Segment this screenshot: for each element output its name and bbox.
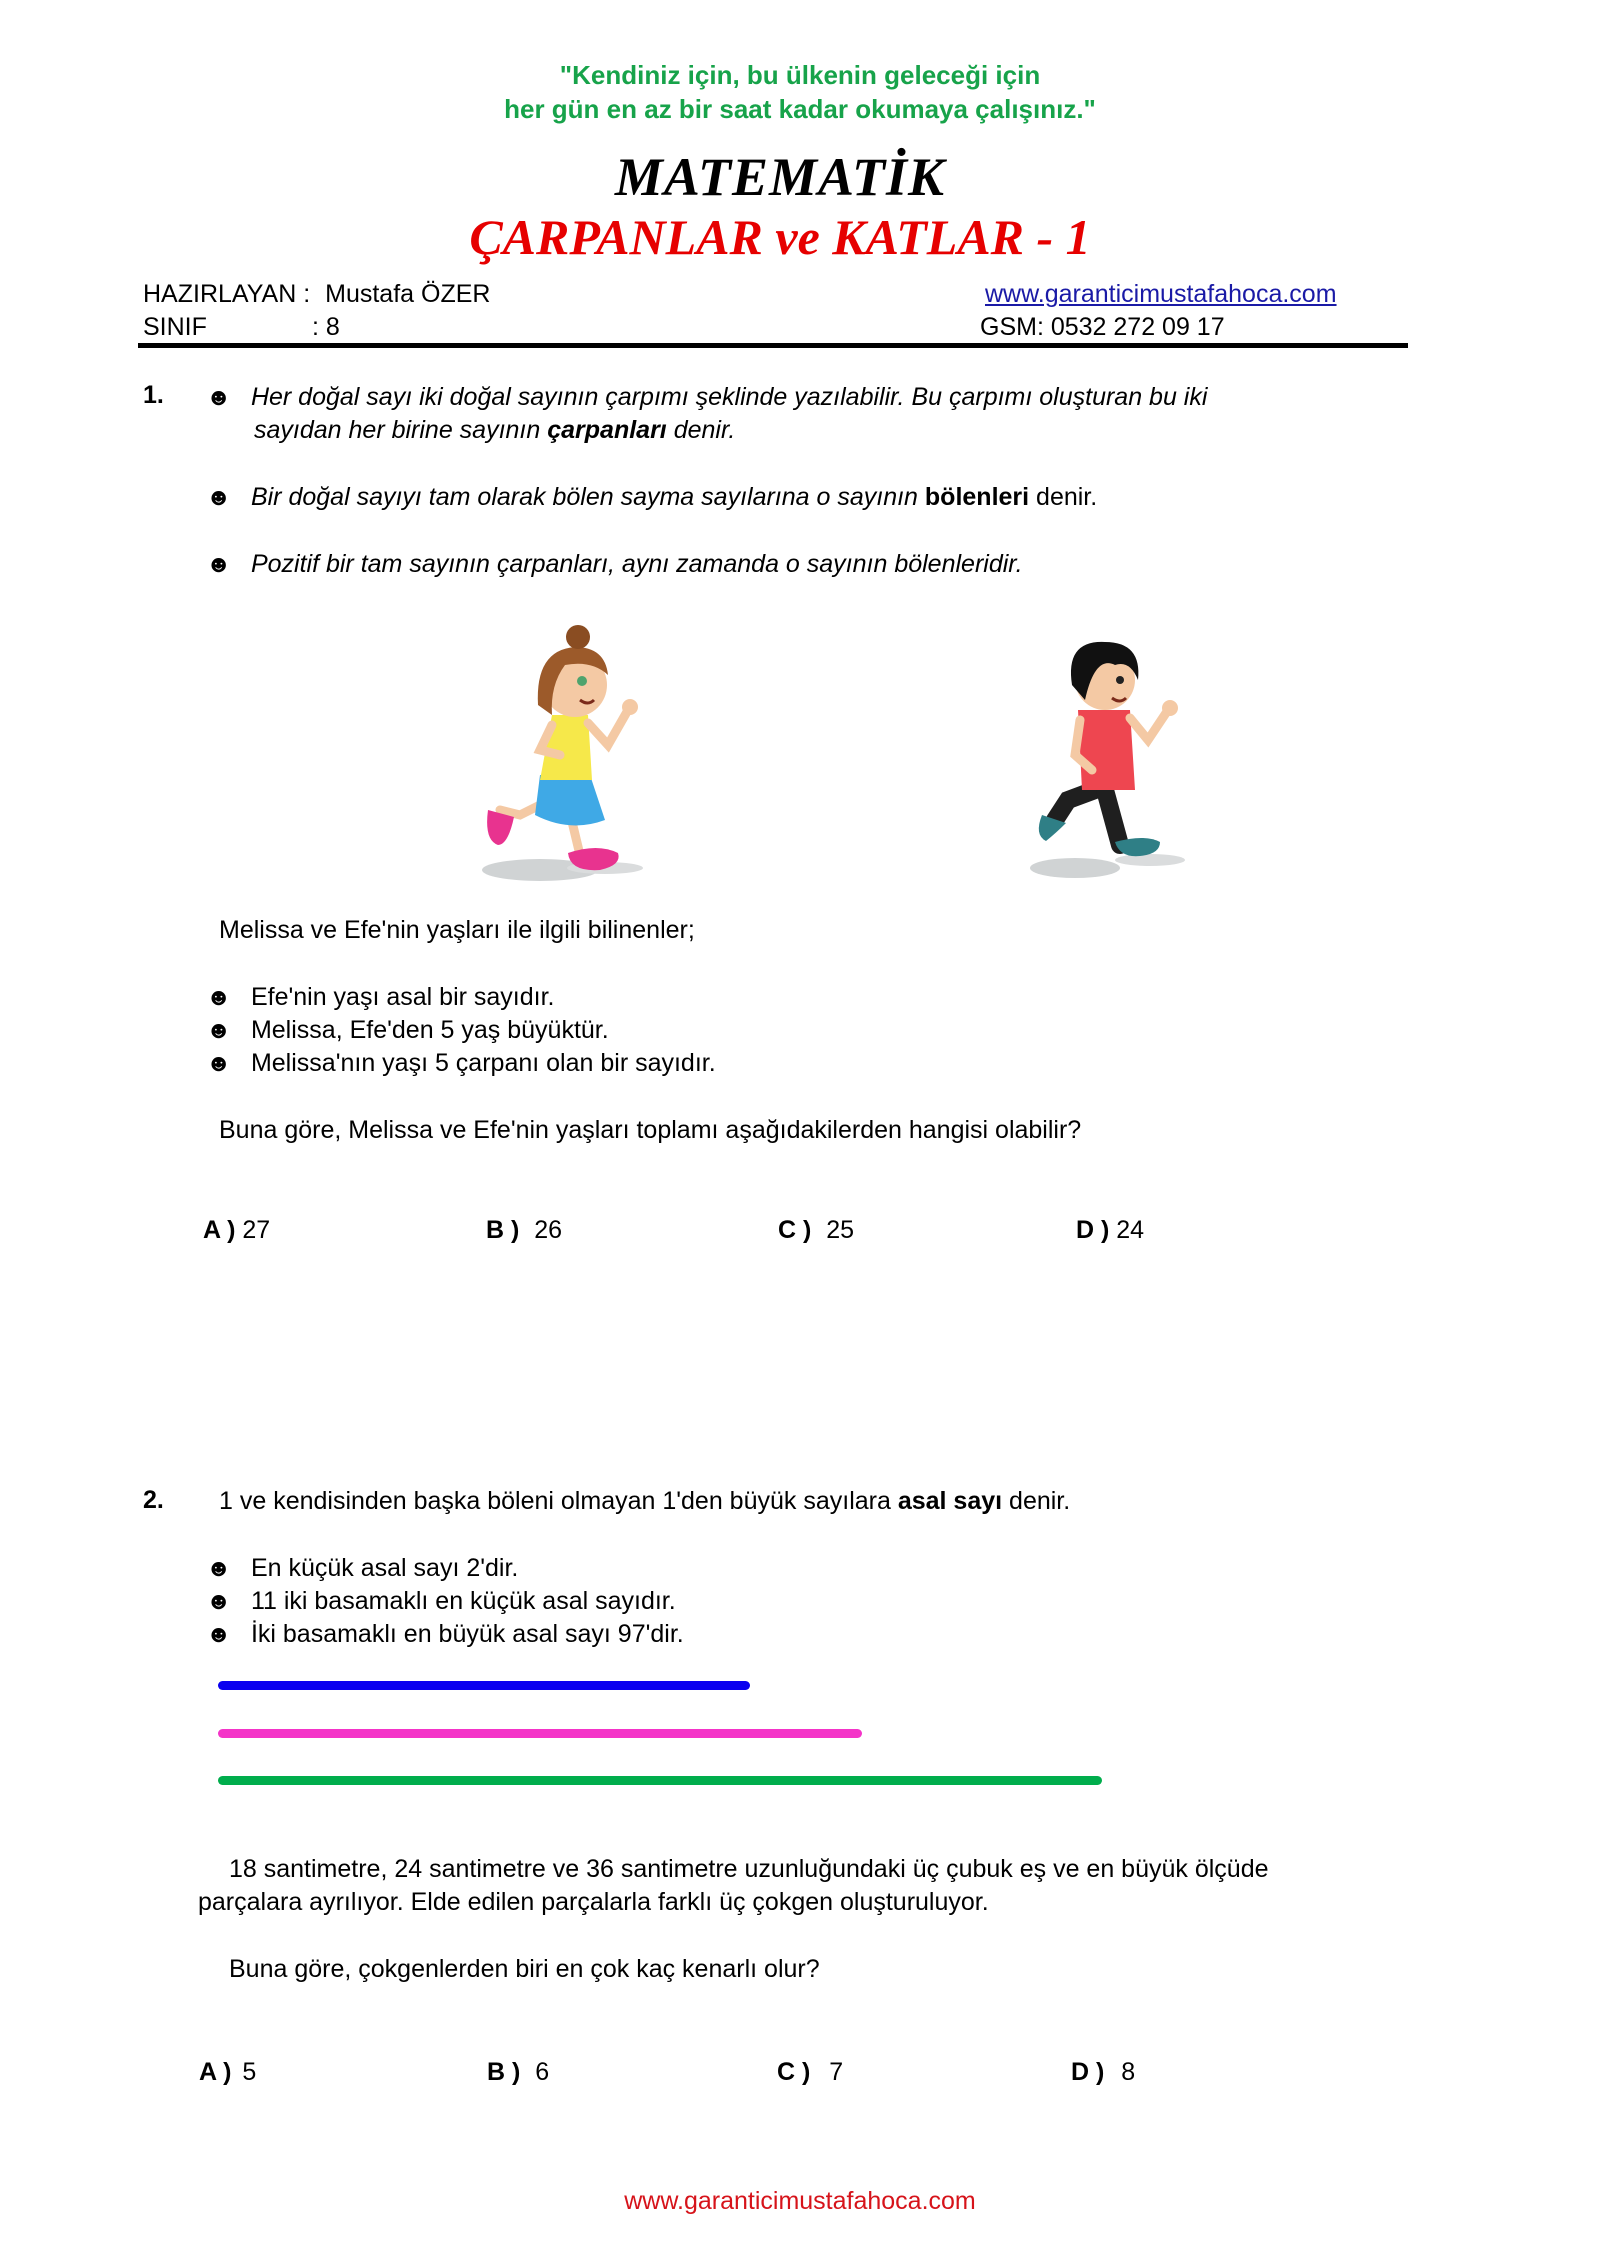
fact-text: Melissa'nın yaşı 5 çarpanı olan bir sayıdır.	[250, 1049, 716, 1077]
q2-option-a[interactable]	[199, 2056, 256, 2089]
question-2-number: 2.	[143, 1486, 164, 1514]
q2-definition	[219, 1485, 1070, 1518]
term-bolenleri: bölenleri	[924, 483, 1030, 511]
option-letter: B )	[487, 2058, 521, 2086]
q2-fact-1	[206, 1552, 518, 1585]
option-value: 26	[534, 1216, 563, 1244]
q2-option-c[interactable]	[777, 2056, 843, 2089]
q2-problem-line-1: 18 santimetre, 24 santimetre ve 36 santimetre uzunluğundaki üç çubuk eş ve en büyük ölçüde	[229, 1855, 1269, 1883]
question-1-number: 1.	[143, 381, 164, 409]
header-divider	[138, 343, 1408, 348]
option-value: 6	[535, 2058, 550, 2086]
term-asal-sayi: asal sayı	[897, 1487, 1003, 1515]
class-value: : 8	[311, 313, 340, 341]
definition-text: sayıdan her birine sayının	[254, 416, 548, 444]
definition-text: denir.	[1002, 1487, 1071, 1515]
q1-fact-3	[206, 1047, 716, 1080]
smiley-bullet-icon: ☻	[206, 1621, 232, 1648]
running-girl-figure	[480, 615, 670, 885]
option-value: 7	[829, 2058, 844, 2086]
phone-number: GSM: 0532 272 09 17	[980, 313, 1225, 341]
option-value: 25	[826, 1216, 855, 1244]
q1-definition-3	[206, 548, 1023, 581]
definition-text: Pozitif bir tam sayının çarpanları, aynı zamanda o sayının bölenleridir.	[250, 550, 1023, 578]
footer-website[interactable]: www.garanticimustafahoca.com	[624, 2187, 976, 2215]
class-row	[143, 311, 340, 343]
fact-text: İki basamaklı en büyük asal sayı 97'dir.	[250, 1620, 684, 1648]
option-value: 24	[1116, 1216, 1145, 1244]
option-value: 5	[242, 2058, 257, 2086]
q2-problem-line-2: parçalara ayrılıyor. Elde edilen parçalarla farklı üç çokgen oluşturuluyor.	[198, 1888, 989, 1916]
q1-option-a[interactable]	[203, 1214, 270, 1247]
q2-question: Buna göre, çokgenlerden biri en çok kaç kenarlı olur?	[229, 1955, 820, 1983]
fact-text: Efe'nin yaşı asal bir sayıdır.	[250, 983, 555, 1011]
option-value: 8	[1121, 2058, 1136, 2086]
q1-intro: Melissa ve Efe'nin yaşları ile ilgili bilinenler;	[219, 916, 695, 944]
q1-fact-2	[206, 1014, 609, 1047]
smiley-bullet-icon: ☻	[206, 1050, 232, 1077]
q2-fact-3	[206, 1618, 684, 1651]
fact-text: Melissa, Efe'den 5 yaş büyüktür.	[250, 1016, 609, 1044]
option-letter: C )	[777, 2058, 811, 2086]
pink-stick	[218, 1729, 862, 1738]
option-letter: D )	[1071, 2058, 1105, 2086]
q1-fact-1	[206, 981, 554, 1014]
fact-text: En küçük asal sayı 2'dir.	[250, 1554, 519, 1582]
blue-stick	[218, 1681, 750, 1690]
option-value: 27	[242, 1216, 271, 1244]
smiley-bullet-icon: ☻	[206, 1017, 232, 1044]
q1-question: Buna göre, Melissa ve Efe'nin yaşları toplamı aşağıdakilerden hangisi olabilir?	[219, 1116, 1082, 1144]
author-label: HAZIRLAYAN :	[143, 280, 311, 308]
definition-text: denir.	[1029, 483, 1098, 511]
definition-text: denir.	[666, 416, 736, 444]
q1-option-c[interactable]	[778, 1214, 854, 1247]
q1-option-b[interactable]	[486, 1214, 562, 1247]
smiley-bullet-icon: ☻	[206, 984, 232, 1011]
website-link[interactable]: www.garanticimustafahoca.com	[985, 280, 1337, 308]
class-label: SINIF	[143, 313, 207, 341]
option-letter: D )	[1076, 1216, 1110, 1244]
definition-text: Her doğal sayı iki doğal sayının çarpımı şeklinde yazılabilir. Bu çarpımı oluşturan bu iki	[250, 383, 1208, 411]
q1-definition-2	[206, 481, 1097, 514]
definition-text: Bir doğal sayıyı tam olarak bölen sayma sayılarına o sayının	[250, 483, 925, 511]
page-title: MATEMATİK	[614, 147, 946, 207]
fact-text: 11 iki basamaklı en küçük asal sayıdır.	[250, 1587, 676, 1615]
running-boy-figure	[1020, 630, 1200, 880]
author-row	[143, 278, 490, 310]
smiley-bullet-icon: ☻	[206, 484, 232, 511]
page-subtitle: ÇARPANLAR ve KATLAR - 1	[469, 209, 1091, 265]
smiley-bullet-icon: ☻	[206, 1555, 232, 1582]
smiley-bullet-icon: ☻	[206, 1588, 232, 1615]
term-carpanlari: çarpanları	[547, 416, 667, 444]
q1-definition-1	[206, 381, 1207, 414]
option-letter: A )	[199, 2058, 232, 2086]
motto-line-2: her gün en az bir saat kadar okumaya çalışınız."	[504, 94, 1096, 124]
q1-option-d[interactable]	[1076, 1214, 1144, 1247]
option-letter: C )	[778, 1216, 812, 1244]
q1-definition-1-line-2	[254, 414, 735, 447]
option-letter: A )	[203, 1216, 236, 1244]
q2-option-b[interactable]	[487, 2056, 549, 2089]
motto-line-1: "Kendiniz için, bu ülkenin geleceği için	[559, 60, 1041, 90]
q2-fact-2	[206, 1585, 676, 1618]
green-stick	[218, 1776, 1102, 1785]
smiley-bullet-icon: ☻	[206, 551, 232, 578]
smiley-bullet-icon: ☻	[206, 384, 232, 411]
definition-text: 1 ve kendisinden başka böleni olmayan 1'den büyük sayılara	[219, 1487, 898, 1515]
option-letter: B )	[486, 1216, 520, 1244]
author-name: Mustafa ÖZER	[325, 280, 491, 308]
q2-option-d[interactable]	[1071, 2056, 1135, 2089]
